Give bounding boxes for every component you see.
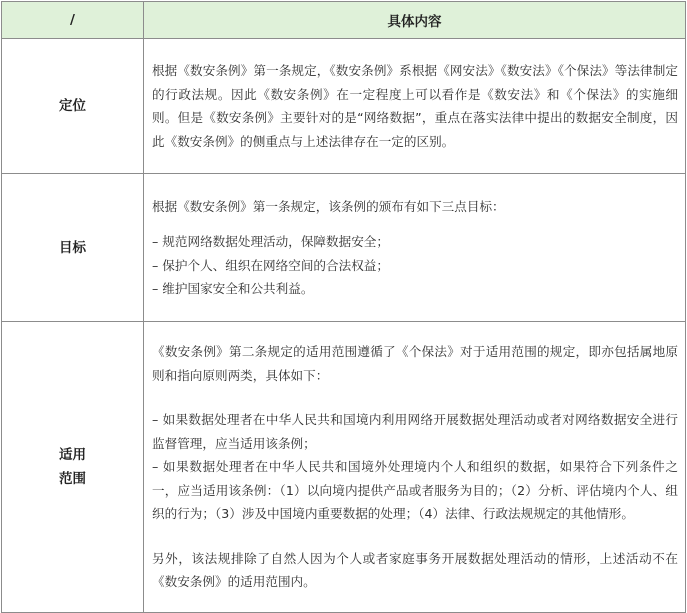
positioning-text: 根据《数安条例》第一条规定，《数安条例》系根据《网安法》《数安法》《个保法》等法律制定的行政法规。因此《数安条例》在一定程度上可以看作是《数安法》和《个保法》的实施细则。但是《数安条例》主要针对的是“网络数据”，重点在落实法律中提出的数据安全制度，因此《数安条例》的侧重点与上述法律存在一定的区别。 <box>152 63 678 149</box>
row-content-scope <box>144 322 686 613</box>
list-item: – 保护个人、组织在网络空间的合法权益； <box>152 257 389 273</box>
table-row-scope <box>2 322 686 613</box>
objectives-list <box>152 230 678 301</box>
scope-note: 另外，该法规排除了自然人因为个人或者家庭事务开展数据处理活动的情形，上述活动不在《数安条例》的适用范围内。 <box>152 550 678 590</box>
header-content-cell: 具体内容 <box>144 2 686 39</box>
spacer <box>152 218 678 230</box>
scope-item-extraterritorial: – 如果数据处理者在中华人民共和国境外处理境内个人和组织的数据，如果符合下列条件之一，应当适用该条例：（1）以向境内提供产品或者服务为目的；（2）分析、评估境内个人、组织的行为；（3）涉及中国境内重要数据的处理；（4）法律、行政法规规定的其他情形。 <box>152 459 678 522</box>
row-content-objectives <box>144 174 686 322</box>
regulation-comparison-table <box>1 1 686 613</box>
scope-item-territorial: – 如果数据处理者在中华人民共和国境内利用网络开展数据处理活动或者对网络数据安全进行监督管理，应当适用该条例； <box>152 412 678 451</box>
scope-intro: 《数安条例》第二条规定的适用范围遵循了《个保法》对于适用范围的规定，即亦包括属地原则和指向原则两类，具体如下： <box>152 344 678 383</box>
list-item: – 规范网络数据处理活动，保障数据安全； <box>152 234 389 249</box>
scope-label-line1: 适用 <box>59 447 86 463</box>
scope-label-line2: 范围 <box>59 471 86 487</box>
row-label-objectives: 目标 <box>2 174 144 322</box>
table-row-objectives <box>2 174 686 322</box>
header-slash-cell: / <box>2 2 144 39</box>
row-label-positioning: 定位 <box>2 39 144 174</box>
row-content-positioning <box>144 39 686 174</box>
spacer <box>152 526 678 547</box>
objectives-intro: 根据《数安条例》第一条规定，该条例的颁布有如下三点目标： <box>152 198 505 214</box>
list-item: – 维护国家安全和公共利益。 <box>152 281 314 296</box>
table-header-row <box>2 2 686 39</box>
table-row-positioning <box>2 39 686 174</box>
row-label-scope <box>2 322 144 613</box>
spacer <box>152 387 678 408</box>
